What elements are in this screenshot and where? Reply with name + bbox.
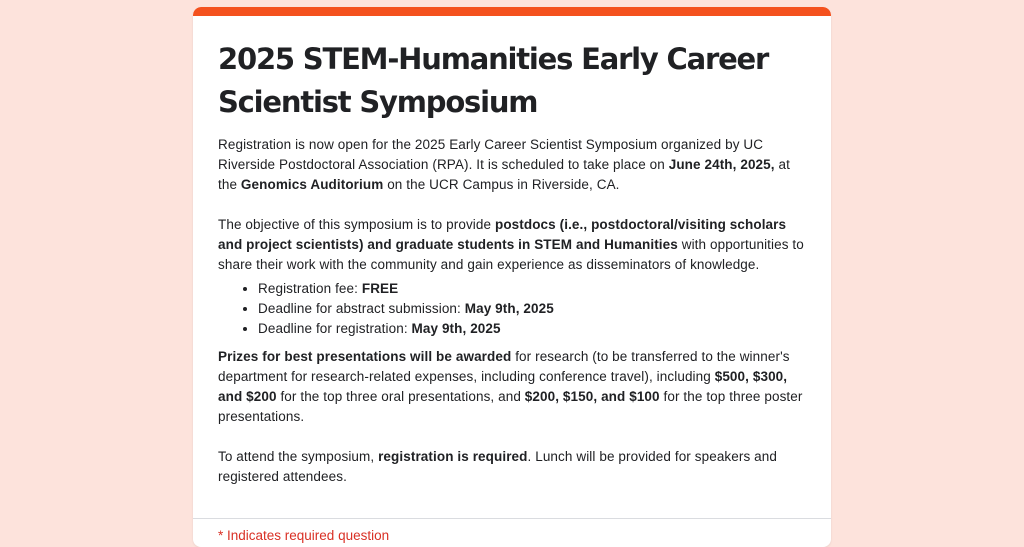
intro-paragraph: Registration is now open for the 2025 Early Career Scientist Symposium organized by UC Riverside Postdoctoral Association (RPA). It is scheduled to take place on June 24th, 2025, at the Genomics Auditorium on the UCR Campus in Riverside, CA. (218, 137, 790, 192)
details-list (218, 279, 806, 339)
form-card (193, 7, 831, 547)
required-question-note: * Indicates required question (218, 528, 390, 543)
list-item: • Registration fee: FREE (258, 279, 806, 299)
form-description (218, 135, 806, 487)
objective-paragraph: The objective of this symposium is to provide postdocs (i.e., postdoctoral/visiting scholars and project scientists) and graduate students in STEM and Humanities with opportunities to share their work with the community and gain experience as disseminators of knowledge. (218, 217, 804, 272)
list-item: • Deadline for registration: May 9th, 2025 (258, 319, 806, 339)
form-title: 2025 STEM-Humanities Early Career Scientist Symposium (218, 42, 769, 119)
section-divider (193, 518, 831, 519)
attend-paragraph: To attend the symposium, registration is required. Lunch will be provided for speakers and registered attendees. (218, 449, 778, 484)
prizes-paragraph: Prizes for best presentations will be awarded for research (to be transferred to the winner's department for research-related expenses, including conference travel), including $500, $300, and $200 for the top three oral presentations, and $200, $150, and $100 for the top three poster presentations. (218, 349, 803, 424)
list-item: • Deadline for abstract submission: May 9th, 2025 (258, 299, 806, 319)
form-accent-bar (193, 7, 831, 16)
